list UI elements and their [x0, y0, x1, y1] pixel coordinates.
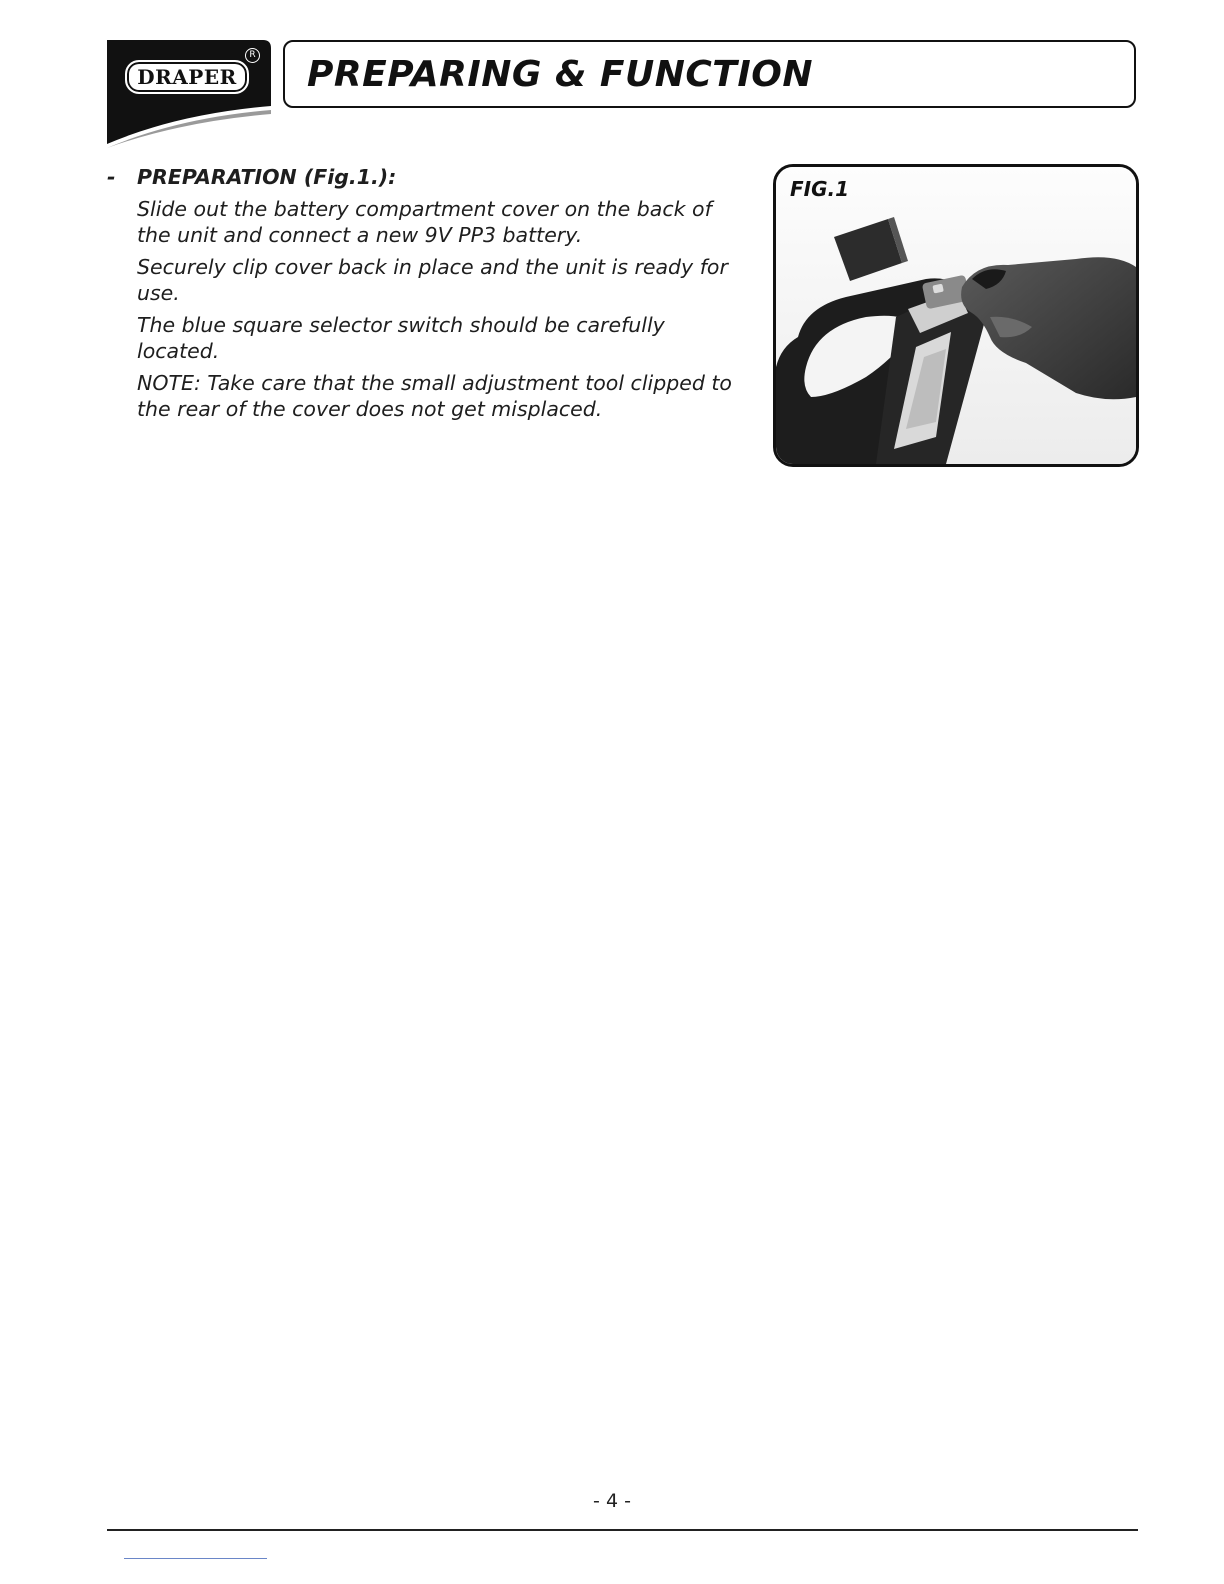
page-number: - 4 -: [593, 1490, 631, 1512]
battery-installation-photo: [776, 167, 1136, 464]
draper-logo: [125, 60, 249, 94]
brand-name: DRAPER: [137, 65, 237, 89]
instruction-paragraph: Slide out the battery compartment cover on the back of the unit and connect a new 9V PP3 battery.: [137, 197, 712, 247]
section-heading: [107, 164, 732, 190]
instruction-paragraph: The blue square selector switch should be carefully located.: [137, 313, 665, 363]
section-heading-text: PREPARATION (Fig.1.):: [137, 165, 397, 189]
instruction-paragraph: Securely clip cover back in place and the unit is ready for use.: [137, 255, 728, 305]
page-title: PREPARING & FUNCTION: [307, 54, 813, 95]
registered-mark: R: [245, 48, 260, 63]
figure-label: FIG.1: [790, 177, 850, 201]
footer-divider: [107, 1529, 1138, 1531]
brand-logo-block: [107, 40, 271, 148]
footer-link-underline: [124, 1558, 267, 1559]
list-dash: -: [107, 165, 116, 189]
figure-1-frame: [773, 164, 1139, 467]
preparation-section: [107, 164, 732, 428]
note-paragraph: NOTE: Take care that the small adjustment tool clipped to the rear of the cover does not get misplaced.: [137, 371, 732, 421]
title-banner: [283, 40, 1136, 108]
